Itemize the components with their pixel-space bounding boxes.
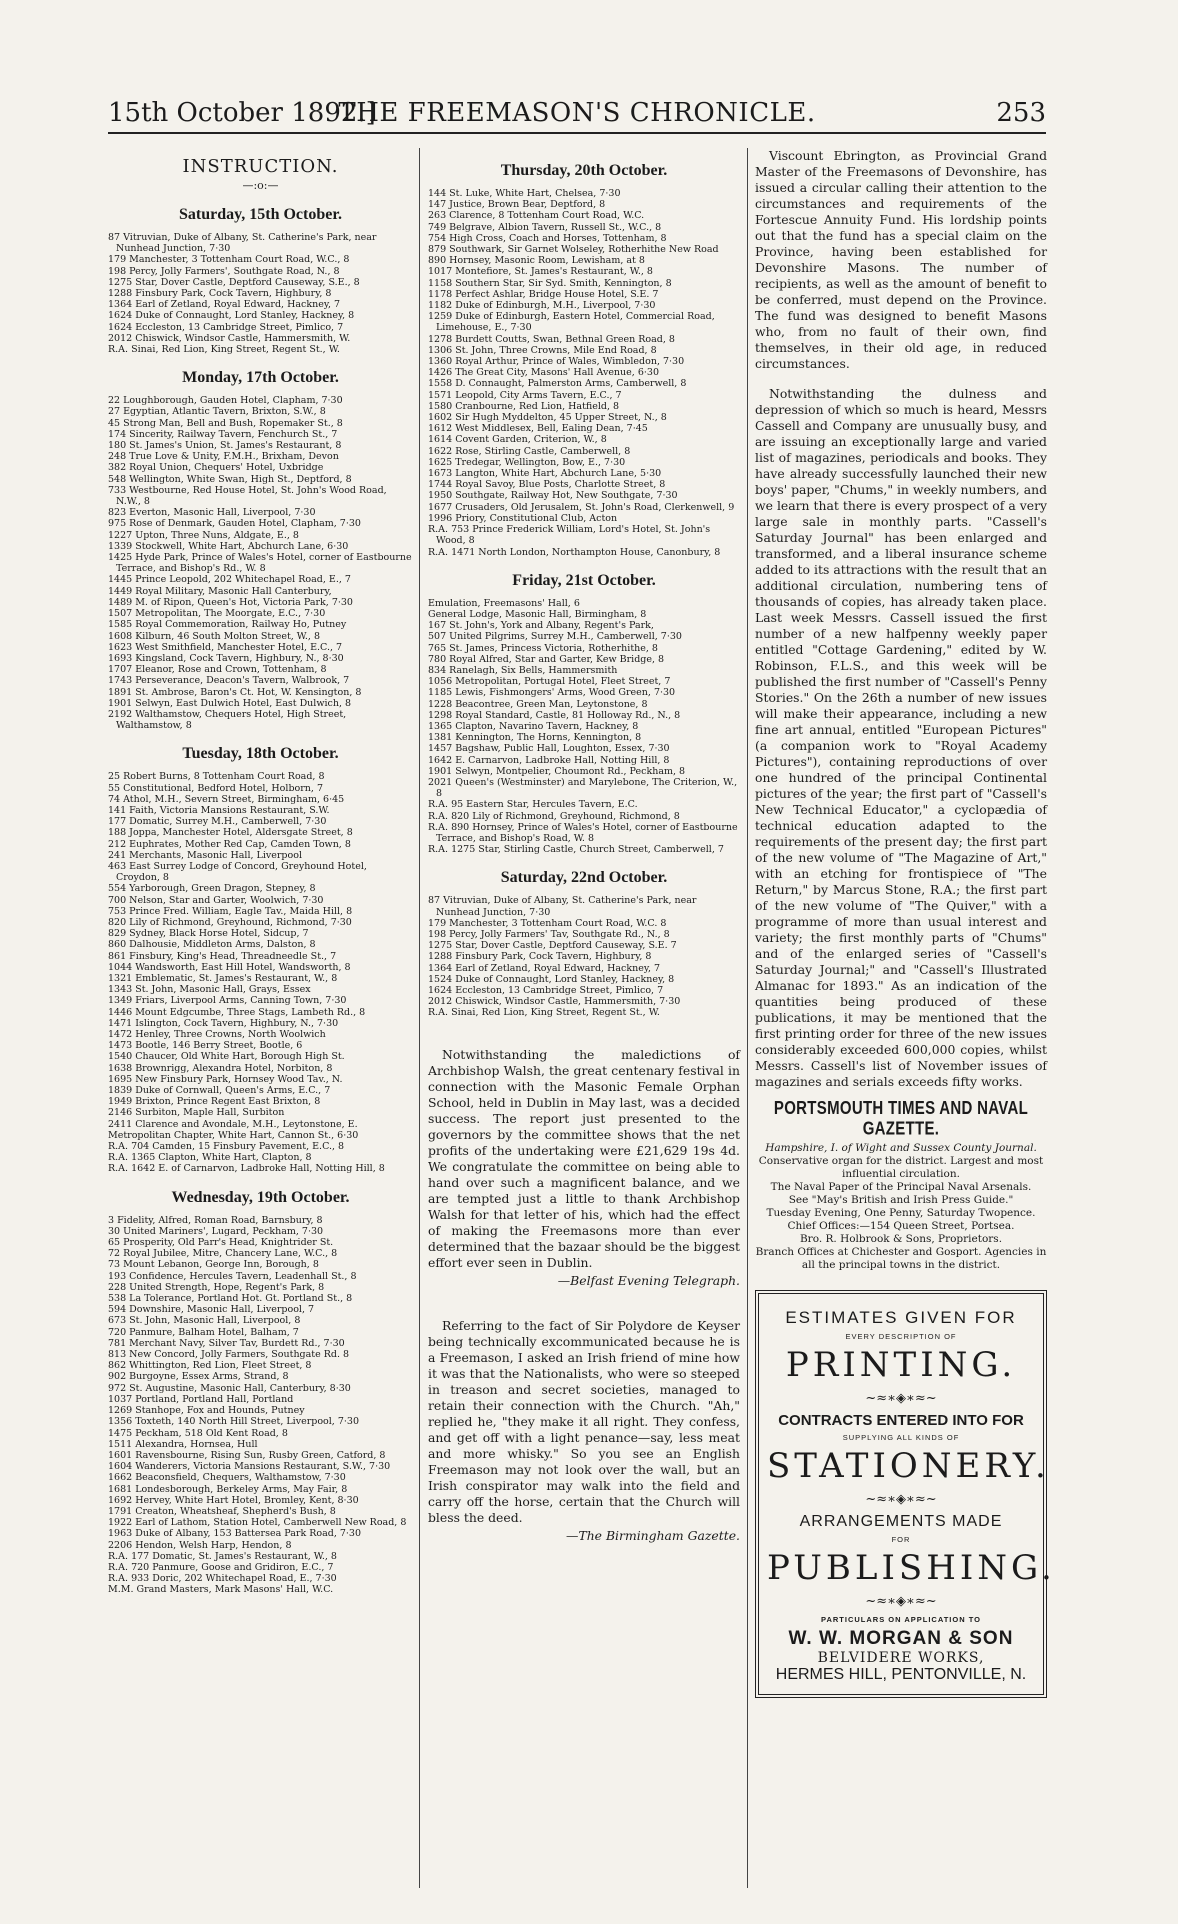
ebrington-article: Viscount Ebrington, as Provincial Grand Master of the Freemasons of Devonshire, has issued a circular calling their attention to the circumstances and requirements of the Fortescue Annuity Fund. His lordship points out that the fund has a special claim on the Province, having been established for Devonshire Masons. The number of recipients, as well as the amount of benefit to be conferred, must depend on the Province. The fund was designed to benefit Masons who, from no fault of their own, find themselves, in their old age, in reduced circumstances. <box>755 148 1047 371</box>
lodge-entry: 65 Prosperity, Old Parr's Head, Knightrider St. <box>108 1237 334 1249</box>
day-section <box>428 869 740 1018</box>
lodge-entry: 1158 Southern Star, Sir Syd. Smith, Kennington, 8 <box>428 277 672 289</box>
lodge-entry: 861 Finsbury, King's Head, Threadneedle St., 7 <box>108 950 337 962</box>
lodge-entry: 1339 Stockwell, White Hart, Abchurch Lane, 6·30 <box>108 540 349 552</box>
lodge-entry: 1349 Friars, Liverpool Arms, Canning Town, 7·30 <box>108 995 347 1007</box>
lodge-entry: Emulation, Freemasons' Hall, 6 <box>428 597 580 609</box>
ad-publishing: PUBLISHING. <box>767 1548 1056 1588</box>
ad-line: Chief Offices:—154 Queen Street, Portsea. <box>787 1220 1015 1232</box>
lodge-entry: R.A. 1365 Clapton, White Hart, Clapton, 8 <box>108 1152 312 1164</box>
lodge-entry: 1624 Eccleston, 13 Cambridge Street, Pimlico, 7 <box>428 985 664 996</box>
lodge-entry: 1922 Earl of Lathom, Station Hotel, Camberwell New Road, 8 <box>108 1517 407 1529</box>
lodge-entry: 1743 Perseverance, Deacon's Tavern, Walbrook, 7 <box>108 675 350 687</box>
lodge-entry: 1306 St. John, Three Crowns, Mile End Road, 8 <box>428 344 657 356</box>
lodge-entry: 862 Whittington, Red Lion, Fleet Street, 8 <box>108 1360 312 1372</box>
lodge-entry: 1950 Southgate, Railway Hot, New Southgate, 7·30 <box>428 490 678 502</box>
day-section <box>108 745 413 1174</box>
lodge-entry: 1693 Kingsland, Cock Tavern, Highbury, N., 8·30 <box>108 652 344 664</box>
day-section <box>108 1189 413 1596</box>
lodge-entry: 241 Merchants, Masonic Hall, Liverpool <box>108 849 302 861</box>
lodge-entry: R.A. 704 Camden, 15 Finsbury Pavement, E.C., 8 <box>108 1141 345 1153</box>
lodge-entry: 720 Panmure, Balham Hotel, Balham, 7 <box>108 1326 299 1338</box>
lodge-entry: 1540 Chaucer, Old White Hart, Borough High St. <box>108 1051 345 1063</box>
lodge-entry: 72 Royal Jubilee, Mitre, Chancery Lane, W.C., 8 <box>108 1248 338 1260</box>
lodge-entry: 1275 Star, Dover Castle, Deptford Causeway, S.E. 7 <box>428 940 677 952</box>
lodge-entry: 749 Belgrave, Albion Tavern, Russell St., W.C., 8 <box>428 221 662 233</box>
day-heading: Wednesday, 19th October. <box>171 1188 350 1206</box>
page-header <box>108 98 1046 134</box>
belfast-article: Notwithstanding the maledictions of Archbishop Walsh, the great centenary festival in connection with the Masonic Female Orphan School, held in Dublin in May last, was a decided success. The report just presented to the governors by the committee shows that the net profits of the undertaking were £21,629 19s 4d. We congratulate the committee on being able to hand over such a magnificent balance, and we are tempted just a little to thank Archbishop Walsh for that letter of his, which had the effect of making the Freemasons more than ever determined that the bazaar should be the biggest effort ever seen in Dublin. <box>428 1046 740 1270</box>
lodge-entry: 781 Merchant Navy, Silver Tav, Burdett Rd., 7·30 <box>108 1337 345 1349</box>
lodge-list <box>428 598 740 856</box>
lodge-entry: 1178 Perfect Ashlar, Bridge House Hotel, S.E. 7 <box>428 288 659 300</box>
birmingham-article: Referring to the fact of Sir Polydore de Keyser being technically excommunicated because he is a Freemason, I asked an Irish friend of mine how it was that the Nationalists, who were so steeped in treason and secret societies, managed to retain their connection with the Church. "Ah," replied he, "they make it all right. They confess, and get off with a light penance—say, less meat and more whisky." So you see an English Freemason may not look over the wall, but an Irish conspirator may walk into the field and carry off the horse, certain that the Church will bless the deed. <box>428 1317 740 1525</box>
lodge-entry: 902 Burgoyne, Essex Arms, Strand, 8 <box>108 1371 289 1383</box>
lodge-entry: R.A. 95 Eastern Star, Hercules Tavern, E.C. <box>428 799 638 811</box>
lodge-entry: R.A. 720 Panmure, Goose and Gridiron, E.C., 7 <box>108 1561 334 1573</box>
lodge-entry: 754 High Cross, Coach and Horses, Tottenham, 8 <box>428 232 667 244</box>
lodge-entry: 1381 Kennington, The Horns, Kennington, 8 <box>428 732 642 744</box>
lodge-entry: 890 Hornsey, Masonic Room, Lewisham, at 8 <box>428 255 645 267</box>
lodge-entry: 1602 Sir Hugh Myddelton, 45 Upper Street, N., 8 <box>428 412 667 424</box>
lodge-entry: 1288 Finsbury Park, Cock Tavern, Highbury, 8 <box>108 288 332 300</box>
lodge-entry: 1622 Rose, Stirling Castle, Camberwell, 8 <box>428 445 631 457</box>
lodge-entry: 1259 Duke of Edinburgh, Eastern Hotel, Commercial Road, Limehouse, E., 7·30 <box>428 311 715 334</box>
ad-particulars: PARTICULARS ON APPLICATION TO <box>821 1615 981 1624</box>
lodge-entry: 248 True Love & Unity, F.M.H., Brixham, Devon <box>108 451 339 463</box>
lodge-entry: 1744 Royal Savoy, Blue Posts, Charlotte Street, 8 <box>428 479 666 491</box>
instruction-heading: INSTRUCTION. <box>182 156 339 177</box>
lodge-entry: 2411 Clarence and Avondale, M.H., Leytonstone, E. <box>108 1118 358 1130</box>
lodge-entry: 382 Royal Union, Chequers' Hotel, Uxbridge <box>108 462 324 474</box>
day-section <box>108 369 413 731</box>
lodge-entry: Metropolitan Chapter, White Hart, Cannon St., 6·30 <box>108 1129 359 1141</box>
lodge-entry: 507 United Pilgrims, Surrey M.H., Camberwell, 7·30 <box>428 631 682 643</box>
lodge-entry: 1996 Priory, Constitutional Club, Acton <box>428 512 618 524</box>
lodge-entry: 1585 Royal Commemoration, Railway Ho, Putney <box>108 619 347 631</box>
lodge-entry: 1227 Upton, Three Nuns, Aldgate, E., 8 <box>108 529 299 541</box>
lodge-entry: R.A. 1642 E. of Carnarvon, Ladbroke Hall, Notting Hill, 8 <box>108 1163 385 1175</box>
lodge-entry: R.A. Sinai, Red Lion, King Street, Regent St., W. <box>428 1007 660 1019</box>
lodge-entry: R.A. 933 Doric, 202 Whitechapel Road, E., 7·30 <box>108 1573 337 1585</box>
cassell-article: Notwithstanding the dulness and depression of which so much is heard, Messrs Cassell and Company are unusually busy, and are issuing an exceptionally large and varied list of magazines, periodicals and books. They have already successfully launched their new boys' paper, "Chums," in weekly numbers, and we learn that there is every prospect of a very large sale in monthly parts. "Cassell's Saturday Journal" has been enlarged and transformed, and a liberal insurance scheme added to its attractions with the result that an additional circulation, numbering tens of thousands of copies, has already taken place. Last week Messrs. Cassell issued the first number of a new halfpenny weekly paper entitled "Cottage Gardening," edited by W. Robinson, F.L.S., and this week will be published the first number of "Cassell's Penny Stories." On the 26th a number of new issues will make their appearance, including a new fine art annual, entitled "European Pictures" (a companion work to "Royal Academy Pictures"), containing reproductions of over one hundred of the principal Continental pictures of the year; the first part of "Cassell's New Technical Educator," a cyclopædia of technical education adapted to the requirements of the present day; the first part of the new volume of "The Magazine of Art," with an etching for frontispiece of "The Return," by Marcus Stone, R.A.; the first part of the new volume of "The Quiver," with a programme of more than usual interest and variety; the first monthly parts of "Chums" and of the enlarged series of "Cassell's Saturday Journal;" and "Cassell's Illustrated Almanac for 1893." As an indication of the quantities being produced of these publications, it may be mentioned that the first printing order for three of the new issues considerably exceeded 600,000 copies, whilst Messrs. Cassell's list of November issues of magazines and serials exceeds fifty works. <box>755 386 1047 1089</box>
lodge-entry: 463 East Surrey Lodge of Concord, Greyhound Hotel, Croydon, 8 <box>108 860 367 884</box>
lodge-entry: 1623 West Smithfield, Manchester Hotel, E.C., 7 <box>108 641 343 653</box>
lodge-entry: R.A. 820 Lily of Richmond, Greyhound, Richmond, 8 <box>428 810 680 822</box>
lodge-entry: 177 Domatic, Surrey M.H., Camberwell, 7·30 <box>108 816 327 828</box>
lodge-entry: 1839 Duke of Cornwall, Queen's Arms, E.C., 7 <box>108 1085 331 1097</box>
lodge-entry: 1298 Royal Standard, Castle, 81 Holloway Rd., N., 8 <box>428 709 681 721</box>
ad-every: EVERY DESCRIPTION OF <box>845 1332 957 1341</box>
lodge-entry: 198 Percy, Jolly Farmers', Southgate Road, N., 8 <box>108 265 340 277</box>
lodge-entry: 538 La Tolerance, Portland Hot. Gt. Portland St., 8 <box>108 1293 353 1305</box>
lodge-entry: R.A. Sinai, Red Lion, King Street, Regent St., W. <box>108 344 340 356</box>
lodge-entry: 1269 Stanhope, Fox and Hounds, Putney <box>108 1405 305 1417</box>
lodge-entry: R.A. 753 Prince Frederick William, Lord's Hotel, St. John's Wood, 8 <box>428 524 711 547</box>
ad-contracts: CONTRACTS ENTERED INTO FOR <box>778 1412 1024 1429</box>
lodge-entry: 1511 Alexandra, Hornsea, Hull <box>108 1438 258 1450</box>
day-section <box>428 572 740 856</box>
column-left <box>108 148 413 1596</box>
ad-estimates: ESTIMATES GIVEN FOR <box>785 1308 1017 1327</box>
lodge-entry: 2021 Queen's (Westminster) and Marylebone, The Criterion, W., 8 <box>428 776 738 800</box>
portsmouth-ad-title: PORTSMOUTH TIMES AND NAVAL GAZETTE. <box>773 1098 1029 1140</box>
lodge-entry: 2012 Chiswick, Windsor Castle, Hammersmith, W. <box>108 332 351 344</box>
lodge-entry: R.A. 1471 North London, Northampton House, Canonbury, 8 <box>428 546 721 558</box>
lodge-entry: 55 Constitutional, Bedford Hotel, Holborn, 7 <box>108 782 323 794</box>
printing-ad <box>755 1290 1056 1698</box>
lodge-entry: 144 St. Luke, White Hart, Chelsea, 7·30 <box>428 188 621 199</box>
lodge-entry: 1791 Creaton, Wheatsheaf, Shepherd's Bush, 8 <box>108 1505 336 1517</box>
lodge-entry: 179 Manchester, 3 Tottenham Court Road, W.C. 8 <box>428 917 667 929</box>
ad-line: Tuesday Evening, One Penny, Saturday Twopence. <box>766 1207 1036 1219</box>
ad-firm: W. W. MORGAN & SON <box>788 1628 1014 1649</box>
lodge-entry: 1707 Eleanor, Rose and Crown, Tottenham, 8 <box>108 664 327 676</box>
lodge-entry: 1321 Emblematic, St. James's Restaurant, W., 8 <box>108 972 338 984</box>
lodge-entry: 1963 Duke of Albany, 153 Battersea Park Road, 7·30 <box>108 1528 362 1540</box>
ad-line: Hampshire, I. of Wight and Sussex County Journal. <box>765 1142 1037 1154</box>
lodge-entry: 1185 Lewis, Fishmongers' Arms, Wood Green, 7·30 <box>428 687 676 699</box>
lodge-entry: 765 St. James, Princess Victoria, Rotherhithe, 8 <box>428 642 658 654</box>
lodge-entry: 188 Joppa, Manchester Hotel, Aldersgate Street, 8 <box>108 827 353 839</box>
lodge-entry: 2146 Surbiton, Maple Hall, Surbiton <box>108 1107 285 1119</box>
lodge-entry: 1901 Selwyn, Montpelier, Choumont Rd., Peckham, 8 <box>428 765 686 777</box>
lodge-entry: 700 Nelson, Star and Garter, Woolwich, 7·30 <box>108 894 324 906</box>
column-divider <box>747 148 748 1888</box>
day-heading: Thursday, 20th October. <box>500 162 668 179</box>
lodge-list <box>428 895 740 1018</box>
day-heading: Tuesday, 18th October. <box>182 745 339 763</box>
ad-stationery: STATIONERY. <box>767 1446 1050 1486</box>
ad-line: The Naval Paper of the Principal Naval Arsenals. <box>770 1181 1032 1193</box>
day-section <box>428 162 740 558</box>
lodge-entry: 74 Athol, M.H., Severn Street, Birmingham, 6·45 <box>108 793 345 805</box>
ad-arrangements: ARRANGEMENTS MADE <box>799 1513 1003 1530</box>
lodge-entry: 1524 Duke of Connaught, Lord Stanley, Hackney, 8 <box>428 973 675 985</box>
day-heading: Saturday, 15th October. <box>179 206 342 223</box>
ad-supplying: SUPPLYING ALL KINDS OF <box>842 1433 960 1442</box>
birmingham-source: —The Birmingham Gazette. <box>566 1527 740 1543</box>
lodge-list <box>108 395 413 731</box>
lodge-entry: 1662 Beaconsfield, Chequers, Walthamstow, 7·30 <box>108 1472 346 1484</box>
lodge-entry: 87 Vitruvian, Duke of Albany, St. Catherine's Park, near Nunhead Junction, 7·30 <box>108 232 377 255</box>
lodge-entry: 975 Rose of Denmark, Gauden Hotel, Clapham, 7·30 <box>108 518 361 530</box>
ornament: ~≈∗◈∗≈~ <box>865 1492 937 1507</box>
lodge-entry: 1489 M. of Ripon, Queen's Hot, Victoria Park, 7·30 <box>108 596 353 608</box>
lodge-entry: 780 Royal Alfred, Star and Garter, Kew Bridge, 8 <box>428 653 665 665</box>
day-section <box>108 206 413 355</box>
lodge-entry: 829 Sydney, Black Horse Hotel, Sidcup, 7 <box>108 928 309 940</box>
lodge-entry: 1364 Earl of Zetland, Royal Edward, Hackney, 7 <box>108 299 341 311</box>
lodge-entry: 73 Mount Lebanon, George Inn, Borough, 8 <box>108 1259 319 1271</box>
ad-line: Bro. R. Holbrook & Sons, Proprietors. <box>799 1233 1003 1245</box>
lodge-entry: 198 Percy, Jolly Farmers' Tav, Southgate Rd., N., 8 <box>428 928 670 940</box>
lodge-entry: 1608 Kilburn, 46 South Molton Street, W., 8 <box>108 630 321 642</box>
lodge-entry: 1364 Earl of Zetland, Royal Edward, Hackney, 7 <box>428 962 661 974</box>
lodge-entry: 972 St. Augustine, Masonic Hall, Canterbury, 8·30 <box>108 1382 351 1394</box>
ad-line: Conservative organ for the district. Largest and most influential circulation. <box>758 1155 1044 1180</box>
lodge-entry: 141 Faith, Victoria Mansions Restaurant, S.W. <box>108 804 330 816</box>
lodge-entry: 30 United Mariners', Lugard, Peckham, 7·30 <box>108 1225 324 1237</box>
lodge-entry: 1445 Prince Leopold, 202 Whitechapel Road, E., 7 <box>108 574 351 586</box>
lodge-entry: 25 Robert Burns, 8 Tottenham Court Road, 8 <box>108 771 325 783</box>
lodge-entry: 548 Wellington, White Swan, High St., Deptford, 8 <box>108 473 352 485</box>
lodge-entry: 1625 Tredegar, Wellington, Bow, E., 7·30 <box>428 456 626 468</box>
lodge-entry: 1612 West Middlesex, Bell, Ealing Dean, 7·45 <box>428 423 648 435</box>
lodge-entry: 193 Confidence, Hercules Tavern, Leadenhall St., 8 <box>108 1270 357 1282</box>
ad-for: FOR <box>891 1535 911 1544</box>
lodge-list <box>108 771 413 1174</box>
lodge-entry: 2192 Walthamstow, Chequers Hotel, High Street, Walthamstow, 8 <box>108 708 347 732</box>
lodge-entry: 1017 Montefiore, St. James's Restaurant, W., 8 <box>428 266 653 278</box>
lodge-entry: 1507 Metropolitan, The Moorgate, E.C., 7·30 <box>108 608 326 620</box>
lodge-entry: 1677 Crusaders, Old Jerusalem, St. John's Road, Clerkenwell, 9 <box>428 501 735 513</box>
lodge-entry: 22 Loughborough, Gauden Hotel, Clapham, 7·30 <box>108 395 343 407</box>
ad-printing: PRINTING. <box>785 1345 1017 1385</box>
lodge-entry: 1473 Bootle, 146 Berry Street, Bootle, 6 <box>108 1040 303 1052</box>
lodge-entry: 1425 Hyde Park, Prince of Wales's Hotel, corner of Eastbourne Terrace, and Bishop's Rd., W. 8 <box>108 552 412 575</box>
ornament: ~≈∗◈∗≈~ <box>865 1391 937 1406</box>
lodge-entry: M.M. Grand Masters, Mark Masons' Hall, W.C. <box>108 1584 334 1596</box>
lodge-entry: 1288 Finsbury Park, Cock Tavern, Highbury, 8 <box>428 951 652 963</box>
ornament: —:o:— <box>242 179 279 192</box>
lodge-entry: 1891 St. Ambrose, Baron's Ct. Hot, W. Kensington, 8 <box>108 686 362 698</box>
day-heading: Saturday, 22nd October. <box>500 869 668 887</box>
lodge-entry: 813 New Concord, Jolly Farmers, Southgate Rd. 8 <box>108 1349 350 1361</box>
lodge-entry: 180 St. James's Union, St. James's Restaurant, 8 <box>108 440 342 452</box>
lodge-entry: 179 Manchester, 3 Tottenham Court Road, W.C., 8 <box>108 254 350 266</box>
lodge-entry: 1360 Royal Arthur, Prince of Wales, Wimbledon, 7·30 <box>428 356 685 368</box>
lodge-entry: 594 Downshire, Masonic Hall, Liverpool, 7 <box>108 1304 315 1316</box>
lodge-entry: 879 Southwark, Sir Garnet Wolseley, Rotherhithe New Road <box>428 244 719 256</box>
lodge-entry: 1449 Royal Military, Masonic Hall Canterbury, <box>108 585 332 597</box>
lodge-entry: 2206 Hendon, Welsh Harp, Hendon, 8 <box>108 1539 292 1551</box>
lodge-entry: 1475 Peckham, 518 Old Kent Road, 8 <box>108 1427 288 1439</box>
lodge-entry: 820 Lily of Richmond, Greyhound, Richmond, 7·30 <box>108 916 352 928</box>
lodge-entry: 27 Egyptian, Atlantic Tavern, Brixton, S.W., 8 <box>108 406 326 418</box>
lodge-entry: 1614 Covent Garden, Criterion, W., 8 <box>428 434 607 446</box>
ad-works: BELVIDERE WORKS, <box>817 1650 985 1666</box>
lodge-entry: R.A. 177 Domatic, St. James's Restaurant, W., 8 <box>108 1550 337 1562</box>
lodge-entry: 860 Dalhousie, Middleton Arms, Dalston, 8 <box>108 939 316 951</box>
lodge-entry: 147 Justice, Brown Bear, Deptford, 8 <box>428 199 606 211</box>
lodge-entry: 1182 Duke of Edinburgh, M.H., Liverpool, 7·30 <box>428 300 656 312</box>
lodge-list <box>108 232 413 355</box>
ornament: ~≈∗◈∗≈~ <box>865 1594 937 1609</box>
lodge-entry: 1426 The Great City, Masons' Hall Avenue, 6·30 <box>428 367 659 379</box>
lodge-entry: 1638 Brownrigg, Alexandra Hotel, Norbiton, 8 <box>108 1062 333 1074</box>
lodge-entry: 1949 Brixton, Prince Regent East Brixton, 8 <box>108 1096 321 1108</box>
lodge-entry: 1601 Ravensbourne, Rising Sun, Rusby Green, Catford, 8 <box>108 1449 386 1461</box>
lodge-entry: 1037 Portland, Portland Hall, Portland <box>108 1393 294 1405</box>
lodge-entry: 1604 Wanderers, Victoria Mansions Restaurant, S.W., 7·30 <box>108 1461 391 1473</box>
lodge-entry: 45 Strong Man, Bell and Bush, Ropemaker St., 8 <box>108 417 343 429</box>
lodge-entry: 1571 Leopold, City Arms Tavern, E.C., 7 <box>428 389 622 401</box>
lodge-entry: 1624 Eccleston, 13 Cambridge Street, Pimlico, 7 <box>108 321 344 333</box>
day-heading: Friday, 21st October. <box>512 571 656 589</box>
lodge-entry: 1624 Duke of Connaught, Lord Stanley, Hackney, 8 <box>108 310 355 322</box>
lodge-entry: 1901 Selwyn, East Dulwich Hotel, East Dulwich, 8 <box>108 697 352 709</box>
lodge-entry: 1343 St. John, Masonic Hall, Grays, Essex <box>108 984 311 996</box>
lodge-list <box>428 188 740 558</box>
lodge-entry: 1446 Mount Edgcumbe, Three Stags, Lambeth Rd., 8 <box>108 1006 366 1018</box>
lodge-entry: 733 Westbourne, Red House Hotel, St. John's Wood Road, N.W., 8 <box>108 484 387 508</box>
masthead-title: THE FREEMASON'S CHRONICLE. <box>338 98 816 128</box>
belfast-source: —Belfast Evening Telegraph. <box>557 1272 740 1288</box>
lodge-entry: 1228 Beacontree, Green Man, Leytonstone, 8 <box>428 698 648 710</box>
lodge-entry: 1558 D. Connaught, Palmerston Arms, Camberwell, 8 <box>428 378 687 390</box>
ad-line: Branch Offices at Chichester and Gosport. Agencies in all the principal towns in the district. <box>755 1246 1047 1271</box>
lodge-entry: 87 Vitruvian, Duke of Albany, St. Catherine's Park, near Nunhead Junction, 7·30 <box>428 895 697 918</box>
lodge-entry: 1471 Islington, Cock Tavern, Highbury, N., 7·30 <box>108 1017 339 1029</box>
ad-line: See "May's British and Irish Press Guide." <box>788 1194 1014 1206</box>
lodge-entry: 823 Everton, Masonic Hall, Liverpool, 7·30 <box>108 507 316 519</box>
issue-date: 15th October 1892.] <box>108 98 376 128</box>
lodge-entry: 1457 Bagshaw, Public Hall, Loughton, Essex, 7·30 <box>428 743 670 755</box>
lodge-entry: 834 Ranelagh, Six Bells, Hammersmith <box>428 664 618 676</box>
lodge-entry: 1695 New Finsbury Park, Hornsey Wood Tav., N. <box>108 1073 343 1085</box>
lodge-entry: 1692 Hervey, White Hart Hotel, Bromley, Kent, 8·30 <box>108 1494 359 1506</box>
portsmouth-ad <box>755 1142 1047 1272</box>
lodge-entry: 1356 Toxteth, 140 North Hill Street, Liverpool, 7·30 <box>108 1416 359 1428</box>
lodge-entry: 167 St. John's, York and Albany, Regent's Park, <box>428 620 654 632</box>
lodge-entry: 673 St. John, Masonic Hall, Liverpool, 8 <box>108 1315 301 1327</box>
lodge-entry: 1365 Clapton, Navarino Tavern, Hackney, 8 <box>428 720 639 732</box>
ad-address: HERMES HILL, PENTONVILLE, N. <box>775 1666 1027 1683</box>
lodge-entry: 1580 Cranbourne, Red Lion, Hatfield, 8 <box>428 400 620 412</box>
page-number: 253 <box>996 98 1046 128</box>
column-right <box>755 148 1056 1698</box>
lodge-entry: 1044 Wandsworth, East Hill Hotel, Wandsworth, 8 <box>108 961 351 973</box>
lodge-entry: 3 Fidelity, Alfred, Roman Road, Barnsbury, 8 <box>108 1214 323 1226</box>
column-divider <box>419 148 420 1888</box>
lodge-entry: R.A. 1275 Star, Stirling Castle, Church Street, Camberwell, 7 <box>428 844 724 856</box>
lodge-entry: General Lodge, Masonic Hall, Birmingham, 8 <box>428 608 647 620</box>
lodge-entry: 1056 Metropolitan, Portugal Hotel, Fleet Street, 7 <box>428 676 671 688</box>
lodge-entry: 2012 Chiswick, Windsor Castle, Hammersmith, 7·30 <box>428 996 681 1008</box>
lodge-entry: 1275 Star, Dover Castle, Deptford Causeway, S.E., 8 <box>108 276 360 288</box>
lodge-entry: 1472 Henley, Three Crowns, North Woolwich <box>108 1029 326 1040</box>
lodge-list <box>108 1215 413 1596</box>
lodge-entry: R.A. 890 Hornsey, Prince of Wales's Hotel, corner of Eastbourne Terrace, and Bishop's Road, W. 8 <box>428 821 738 844</box>
lodge-entry: 212 Euphrates, Mother Red Cap, Camden Town, 8 <box>108 838 351 850</box>
lodge-entry: 263 Clarence, 8 Tottenham Court Road, W.C. <box>428 210 645 222</box>
lodge-entry: 554 Yarborough, Green Dragon, Stepney, 8 <box>108 883 316 895</box>
lodge-entry: 174 Sincerity, Railway Tavern, Fenchurch St., 7 <box>108 428 338 440</box>
lodge-entry: 753 Prince Fred. William, Eagle Tav., Maida Hill, 8 <box>108 905 353 917</box>
lodge-entry: 1278 Burdett Coutts, Swan, Bethnal Green Road, 8 <box>428 333 675 345</box>
day-heading: Monday, 17th October. <box>182 369 339 387</box>
lodge-entry: 1642 E. Carnarvon, Ladbroke Hall, Notting Hill, 8 <box>428 754 670 766</box>
lodge-entry: 228 United Strength, Hope, Regent's Park, 8 <box>108 1281 325 1293</box>
lodge-entry: 1681 Londesborough, Berkeley Arms, May Fair, 8 <box>108 1483 348 1495</box>
column-middle <box>428 148 740 1543</box>
lodge-entry: 1673 Langton, White Hart, Abchurch Lane, 5·30 <box>428 468 662 480</box>
